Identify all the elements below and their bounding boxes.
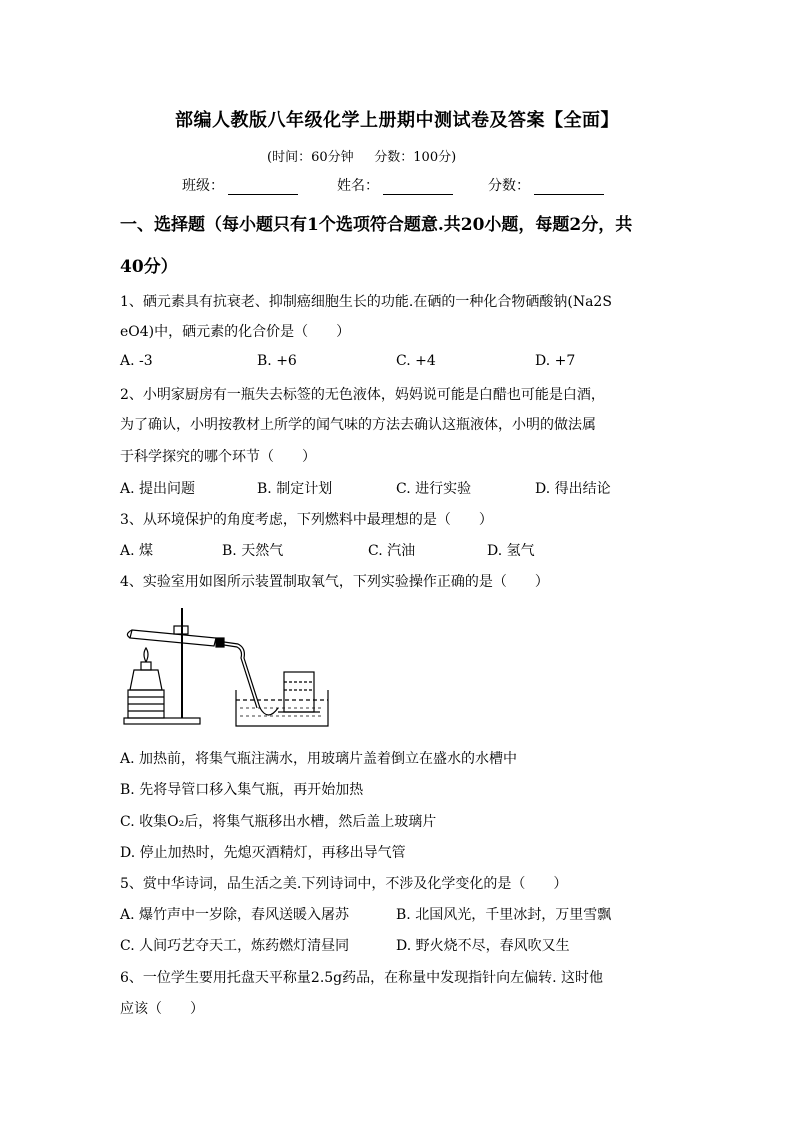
q3-option-c: C. 汽油 xyxy=(368,543,416,559)
q4-option-c: C. 收集O₂后，将集气瓶移出水槽，然后盖上玻璃片 xyxy=(120,814,437,830)
q6-line1: 6、一位学生要用托盘天平称量2.5g药品，在称量中发现指针向左偏转. 这时他 xyxy=(120,970,604,986)
alcohol-lamp xyxy=(130,670,162,690)
q5-option-a: A. 爆竹声中一岁除，春风送暖入屠苏 xyxy=(120,907,350,923)
q1-line2: eO4)中，硒元素的化合价是（ ） xyxy=(120,324,351,340)
oxygen-apparatus-figure xyxy=(120,600,340,730)
q3-line1: 3、从环境保护的角度考虑，下列燃料中最理想的是（ ） xyxy=(120,512,493,528)
q5-option-b: B. 北国风光，千里冰封，万里雪飘 xyxy=(396,907,612,923)
q2-line1: 2、小明家厨房有一瓶失去标签的无色液体，妈妈说可能是白醋也可能是白酒， xyxy=(120,387,605,403)
q2-line3: 于科学探究的哪个环节（ ） xyxy=(120,449,316,465)
q5-option-d: D. 野火烧不尽，春风吹又生 xyxy=(396,938,570,954)
gas-collecting-bottle xyxy=(284,672,314,712)
q2-option-c: C. 进行实验 xyxy=(396,481,472,497)
score-field[interactable] xyxy=(488,175,604,195)
q2-line2: 为了确认，小明按教材上所学的闻气味的方法去确认这瓶液体，小明的做法属 xyxy=(120,417,596,433)
class-blank[interactable] xyxy=(228,180,298,195)
q5-option-c: C. 人间巧艺夺天工，炼药燃灯清昼同 xyxy=(120,938,350,954)
q6-line2: 应该（ ） xyxy=(120,1001,204,1017)
q3-option-d: D. 氢气 xyxy=(487,543,535,559)
q3-option-a: A. 煤 xyxy=(120,543,154,559)
q1-option-c: C. +4 xyxy=(396,353,436,369)
page-title: 部编人教版八年级化学上册期中测试卷及答案【全面】 xyxy=(175,110,619,131)
q2-option-a: A. 提出问题 xyxy=(120,481,196,497)
q4-line1: 4、实验室用如图所示装置制取氧气，下列实验操作正确的是（ ） xyxy=(120,574,549,590)
q1-option-b: B. +6 xyxy=(257,353,297,369)
section-heading-line1: 一、选择题（每小题只有1个选项符合题意.共20小题，每题2分，共 xyxy=(120,215,633,235)
q2-option-b: B. 制定计划 xyxy=(257,481,333,497)
name-field[interactable] xyxy=(337,175,453,195)
class-label: 班级： xyxy=(182,178,224,194)
q1-line1: 1、硒元素具有抗衰老、抑制癌细胞生长的功能.在硒的一种化合物硒酸钠(Na2S xyxy=(120,294,612,310)
q5-line1: 5、赏中华诗词，品生活之美.下列诗词中，不涉及化学变化的是（ ） xyxy=(120,876,568,892)
test-tube xyxy=(130,630,216,646)
name-blank[interactable] xyxy=(383,180,453,195)
stand-base xyxy=(124,718,200,724)
q4-option-b: B. 先将导管口移入集气瓶，再开始加热 xyxy=(120,782,364,798)
class-field[interactable] xyxy=(182,175,298,195)
delivery-tube xyxy=(224,642,278,715)
q1-option-d: D. +7 xyxy=(535,353,576,369)
q1-option-a: A. -3 xyxy=(120,353,153,369)
exam-time-score: (时间：60分钟 分数：100分) xyxy=(267,150,457,165)
name-label: 姓名： xyxy=(337,178,379,194)
score-label: 分数： xyxy=(488,178,530,194)
section-heading-line2: 40分） xyxy=(120,257,178,277)
q4-option-a: A. 加热前，将集气瓶注满水，用玻璃片盖着倒立在盛水的水槽中 xyxy=(120,751,518,767)
q3-option-b: B. 天然气 xyxy=(222,543,284,559)
q2-option-d: D. 得出结论 xyxy=(535,481,611,497)
score-blank[interactable] xyxy=(534,180,604,195)
q4-option-d: D. 停止加热时，先熄灭酒精灯，再移出导气管 xyxy=(120,845,406,861)
